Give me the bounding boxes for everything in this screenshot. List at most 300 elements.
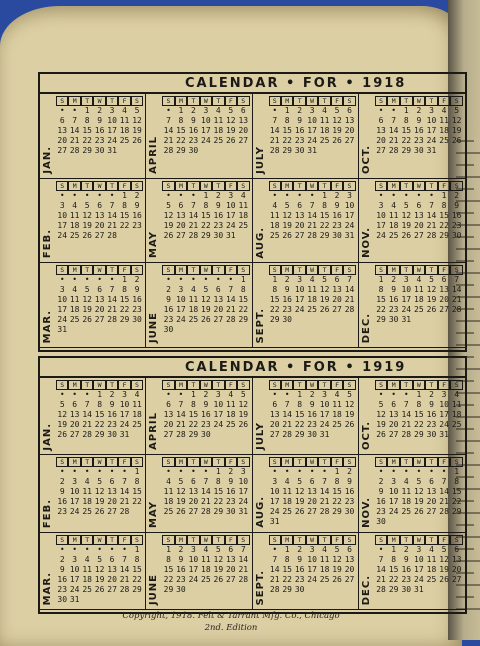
day-number: 18	[213, 126, 224, 135]
day-number: 3	[297, 275, 303, 285]
weekday-header: W	[306, 535, 318, 545]
day-number: 2	[59, 554, 65, 564]
day-number: 9	[59, 487, 65, 497]
day-number: 23	[107, 420, 117, 429]
day-grid	[162, 535, 249, 595]
day-number: 14	[107, 210, 117, 220]
weekday-header: M	[175, 380, 187, 390]
weekday-header: M	[281, 457, 293, 467]
month-grid	[40, 378, 465, 610]
month-block	[253, 455, 359, 532]
day-number: 8	[454, 477, 460, 487]
day-number: 24	[238, 497, 249, 507]
day-number: 19	[319, 295, 330, 305]
day-number: 15	[119, 295, 130, 305]
day-number: 2	[59, 477, 65, 487]
day-number: 25	[451, 420, 462, 429]
day-number: 17	[414, 564, 424, 574]
day-number: 13	[176, 210, 186, 220]
day-number: 18	[401, 497, 412, 507]
weekday-header: S	[56, 181, 68, 191]
day-number: 17	[269, 497, 280, 507]
day-number: 12	[176, 487, 186, 497]
day-number: 18	[307, 295, 317, 305]
weekday-header: S	[450, 535, 463, 545]
weekday-header: F	[331, 181, 343, 191]
day-number: 1	[297, 390, 303, 399]
empty-day: •	[72, 390, 78, 399]
weekday-header: T	[187, 265, 199, 275]
empty-day: •	[59, 390, 65, 399]
weekday-header: T	[81, 265, 93, 275]
weekday-header: M	[175, 535, 187, 545]
weekday-header: T	[318, 457, 330, 467]
day-number: 24	[269, 507, 280, 517]
day-number: 18	[319, 126, 330, 135]
day-number: 18	[282, 497, 292, 507]
day-number: 13	[107, 487, 117, 497]
day-grid	[162, 380, 249, 440]
day-number: 21	[163, 136, 174, 145]
day-number: 6	[429, 477, 434, 487]
day-number: 8	[272, 285, 278, 295]
day-number: 14	[119, 487, 130, 497]
day-number: 22	[132, 574, 142, 584]
day-number: 28	[376, 584, 386, 594]
day-number: 9	[391, 285, 397, 295]
empty-day: •	[272, 390, 278, 399]
day-number: 26	[132, 136, 142, 145]
month-block	[40, 94, 146, 179]
empty-day: •	[97, 190, 103, 200]
day-number: 8	[84, 116, 90, 125]
day-number: 23	[376, 507, 386, 517]
day-number: 18	[82, 497, 92, 507]
day-number: 10	[269, 487, 280, 497]
day-number: 23	[132, 220, 142, 230]
day-number: 14	[176, 410, 186, 419]
empty-day: •	[416, 190, 422, 200]
day-number: 6	[441, 275, 447, 285]
empty-day: •	[403, 467, 409, 477]
empty-day: •	[378, 106, 384, 115]
day-number: 1	[322, 190, 327, 200]
day-number: 21	[344, 295, 355, 305]
day-number: 13	[225, 554, 236, 564]
weekday-header: T	[187, 181, 199, 191]
day-number: 14	[163, 126, 174, 135]
day-number: 28	[201, 507, 211, 517]
day-number: 14	[344, 285, 355, 295]
day-number: 4	[309, 275, 315, 285]
day-number: 20	[344, 564, 355, 574]
day-number: 15	[176, 126, 186, 135]
weekday-header: S	[162, 181, 174, 191]
day-number: 11	[451, 400, 462, 409]
weekday-header: S	[343, 380, 355, 390]
day-number: 25	[163, 507, 174, 517]
day-number: 22	[119, 305, 130, 315]
day-number: 24	[319, 420, 330, 429]
weekday-header: S	[269, 380, 281, 390]
day-number: 12	[213, 554, 224, 564]
day-number: 17	[69, 574, 80, 584]
day-number: 12	[238, 400, 249, 409]
day-number: 20	[94, 305, 105, 315]
day-number: 28	[163, 146, 174, 155]
day-number: 12	[225, 116, 236, 125]
month-block	[359, 94, 465, 179]
day-number: 27	[376, 146, 386, 155]
month-label: JAN.	[42, 422, 53, 451]
day-number: 1	[334, 467, 340, 477]
day-number: 23	[388, 305, 399, 315]
day-number: 3	[416, 544, 422, 554]
day-grid	[56, 457, 143, 517]
day-number: 26	[82, 315, 92, 325]
weekday-header: S	[131, 181, 143, 191]
weekday-header: F	[438, 181, 451, 191]
day-grid	[269, 96, 356, 156]
day-number: 16	[307, 410, 317, 419]
day-number: 10	[188, 554, 199, 564]
day-number: 8	[416, 400, 422, 409]
day-number: 23	[213, 220, 224, 230]
day-number: 21	[176, 420, 186, 429]
day-number: 31	[344, 230, 355, 240]
day-number: 24	[307, 574, 317, 584]
day-number: 8	[190, 400, 196, 409]
day-number: 13	[426, 487, 437, 497]
day-number: 20	[69, 420, 80, 429]
day-number: 15	[188, 410, 199, 419]
day-number: 26	[176, 507, 186, 517]
weekday-header: S	[343, 181, 355, 191]
day-number: 28	[269, 584, 280, 594]
month-label: MAR.	[42, 571, 53, 605]
weekday-header: S	[237, 181, 249, 191]
day-number: 6	[97, 285, 103, 295]
day-number: 13	[344, 554, 355, 564]
day-number: 8	[203, 200, 209, 210]
day-number: 20	[238, 126, 249, 135]
day-number: 9	[284, 285, 290, 295]
day-number: 13	[439, 285, 449, 295]
day-number: 1	[134, 467, 140, 477]
day-number: 13	[213, 295, 224, 305]
day-number: 23	[344, 497, 355, 507]
day-number: 15	[294, 410, 305, 419]
day-number: 21	[69, 136, 80, 145]
day-number: 13	[376, 126, 386, 135]
day-number: 11	[82, 487, 92, 497]
weekday-header: S	[269, 457, 281, 467]
day-number: 16	[188, 126, 199, 135]
month-block	[40, 263, 146, 348]
day-number: 14	[388, 126, 399, 135]
day-grid	[375, 380, 463, 440]
day-number: 22	[201, 220, 211, 230]
day-number: 17	[238, 487, 249, 497]
day-number: 7	[429, 200, 434, 210]
weekday-header: S	[237, 535, 249, 545]
day-number: 17	[307, 126, 317, 135]
empty-day: •	[109, 275, 115, 285]
weekday-header: T	[293, 265, 305, 275]
weekday-header: T	[106, 535, 118, 545]
weekday-header: T	[81, 96, 93, 106]
day-number: 12	[426, 285, 437, 295]
day-number: 9	[416, 116, 422, 125]
day-number: 6	[59, 116, 65, 125]
weekday-header: M	[281, 96, 293, 106]
day-number: 15	[82, 126, 92, 135]
day-number: 3	[322, 390, 327, 399]
day-number: 26	[238, 420, 249, 429]
day-number: 12	[332, 116, 342, 125]
day-number: 29	[388, 584, 399, 594]
day-number: 1	[391, 544, 397, 554]
day-number: 26	[163, 230, 174, 240]
day-number: 22	[94, 420, 105, 429]
day-number: 9	[454, 200, 460, 210]
day-number: 23	[57, 507, 68, 517]
day-number: 11	[132, 400, 142, 409]
day-number: 29	[282, 146, 292, 155]
day-number: 21	[307, 220, 317, 230]
day-number: 28	[188, 230, 199, 240]
day-number: 12	[319, 285, 330, 295]
weekday-header: F	[438, 380, 451, 390]
day-number: 20	[414, 220, 424, 230]
day-number: 17	[294, 295, 305, 305]
day-number: 4	[391, 200, 397, 210]
day-number: 18	[201, 564, 211, 574]
month-label: FEB.	[42, 498, 53, 528]
day-number: 22	[82, 136, 92, 145]
day-number: 13	[238, 116, 249, 125]
month-block	[359, 263, 465, 348]
day-number: 3	[72, 477, 78, 487]
day-number: 31	[69, 594, 80, 604]
empty-day: •	[297, 467, 303, 477]
day-number: 1	[122, 190, 127, 200]
day-number: 8	[240, 285, 246, 295]
day-number: 1	[240, 275, 246, 285]
day-number: 10	[388, 487, 399, 497]
weekday-header: T	[293, 96, 305, 106]
weekday-header: T	[187, 457, 199, 467]
day-number: 24	[439, 420, 449, 429]
day-number: 10	[426, 116, 437, 125]
day-number: 12	[439, 554, 449, 564]
day-number: 28	[451, 305, 462, 315]
day-number: 13	[294, 210, 305, 220]
day-number: 16	[107, 410, 117, 419]
day-number: 1	[134, 544, 140, 554]
month-block	[146, 263, 252, 348]
day-number: 15	[376, 295, 386, 305]
weekday-header: F	[225, 535, 237, 545]
day-number: 12	[201, 295, 211, 305]
day-number: 6	[97, 200, 103, 210]
day-number: 31	[269, 517, 280, 527]
empty-day: •	[322, 467, 327, 477]
day-number: 8	[215, 477, 221, 487]
day-number: 23	[282, 305, 292, 315]
day-number: 6	[297, 200, 303, 210]
day-number: 29	[238, 315, 249, 325]
day-number: 25	[69, 315, 80, 325]
day-number: 27	[94, 230, 105, 240]
weekday-header: M	[68, 265, 80, 275]
day-number: 17	[213, 410, 224, 419]
day-number: 29	[282, 584, 292, 594]
day-number: 30	[401, 584, 412, 594]
day-number: 3	[240, 467, 246, 477]
day-number: 2	[403, 544, 409, 554]
empty-day: •	[416, 467, 422, 477]
day-number: 19	[451, 126, 462, 135]
day-number: 15	[213, 487, 224, 497]
empty-day: •	[391, 190, 397, 200]
day-number: 4	[416, 275, 422, 285]
day-grid	[375, 457, 463, 527]
day-number: 15	[439, 210, 449, 220]
day-number: 6	[347, 106, 352, 115]
day-number: 10	[225, 200, 236, 210]
weekday-header: T	[318, 265, 330, 275]
day-number: 20	[332, 295, 342, 305]
day-number: 26	[439, 574, 449, 584]
day-number: 11	[307, 285, 317, 295]
month-grid	[40, 94, 465, 348]
day-number: 3	[228, 190, 234, 200]
day-number: 18	[163, 497, 174, 507]
day-number: 10	[69, 564, 80, 574]
weekday-header: T	[293, 181, 305, 191]
day-number: 30	[57, 594, 68, 604]
day-number: 4	[429, 544, 434, 554]
month-block	[40, 533, 146, 610]
day-number: 22	[401, 136, 412, 145]
day-number: 25	[69, 230, 80, 240]
weekday-header: T	[106, 265, 118, 275]
empty-day: •	[72, 544, 78, 554]
day-number: 11	[82, 564, 92, 574]
day-number: 22	[319, 220, 330, 230]
weekday-header: S	[237, 96, 249, 106]
day-number: 9	[297, 554, 303, 564]
day-number: 3	[347, 190, 352, 200]
day-number: 23	[163, 315, 174, 325]
day-number: 29	[82, 146, 92, 155]
month-label: FEB.	[42, 229, 53, 259]
day-number: 28	[107, 315, 117, 325]
day-number: 30	[188, 146, 199, 155]
weekday-header: S	[56, 96, 68, 106]
day-number: 31	[439, 430, 449, 439]
day-number: 3	[59, 285, 65, 295]
day-number: 18	[269, 220, 280, 230]
day-number: 1	[190, 390, 196, 399]
day-number: 25	[119, 136, 130, 145]
weekday-header: M	[68, 380, 80, 390]
day-number: 20	[426, 497, 437, 507]
day-number: 30	[344, 507, 355, 517]
weekday-header: S	[56, 457, 68, 467]
day-grid	[162, 457, 249, 517]
month-label: SEPT.	[254, 569, 266, 605]
day-number: 10	[376, 210, 386, 220]
day-number: 11	[439, 116, 449, 125]
day-number: 12	[451, 116, 462, 125]
weekday-header: T	[400, 96, 413, 106]
day-number: 29	[188, 430, 199, 439]
weekday-header: W	[306, 457, 318, 467]
day-number: 25	[307, 305, 317, 315]
day-number: 23	[132, 305, 142, 315]
day-number: 16	[213, 210, 224, 220]
day-number: 30	[426, 430, 437, 439]
day-number: 19	[201, 305, 211, 315]
weekday-header: T	[400, 380, 413, 390]
day-number: 25	[426, 574, 437, 584]
day-number: 30	[282, 315, 292, 325]
day-number: 1	[203, 190, 209, 200]
empty-day: •	[309, 467, 315, 477]
weekday-header: W	[413, 181, 426, 191]
day-number: 11	[238, 200, 249, 210]
day-number: 8	[391, 554, 397, 564]
weekday-header: S	[56, 380, 68, 390]
day-number: 6	[190, 477, 196, 487]
day-number: 14	[82, 410, 92, 419]
day-number: 22	[238, 305, 249, 315]
empty-day: •	[284, 390, 290, 399]
empty-day: •	[84, 190, 90, 200]
day-number: 17	[107, 126, 117, 135]
day-number: 17	[188, 564, 199, 574]
empty-day: •	[59, 275, 65, 285]
day-number: 18	[238, 210, 249, 220]
day-number: 5	[59, 400, 65, 409]
day-number: 5	[403, 200, 409, 210]
weekday-header: T	[106, 96, 118, 106]
day-number: 24	[188, 574, 199, 584]
day-number: 11	[332, 400, 342, 409]
weekday-header: S	[56, 535, 68, 545]
weekday-header: M	[387, 380, 400, 390]
weekday-header: W	[413, 265, 426, 275]
day-number: 17	[307, 564, 317, 574]
day-number: 5	[240, 390, 246, 399]
day-number: 29	[119, 315, 130, 325]
day-number: 5	[334, 544, 340, 554]
day-number: 27	[344, 136, 355, 145]
day-number: 3	[122, 390, 127, 399]
day-number: 23	[307, 420, 317, 429]
day-number: 3	[309, 106, 315, 115]
day-number: 29	[319, 230, 330, 240]
day-number: 24	[307, 136, 317, 145]
month-label: AUG.	[254, 226, 266, 259]
month-block	[40, 179, 146, 264]
day-number: 2	[297, 106, 303, 115]
day-number: 5	[347, 390, 352, 399]
day-number: 29	[213, 507, 224, 517]
day-number: 4	[134, 390, 140, 399]
